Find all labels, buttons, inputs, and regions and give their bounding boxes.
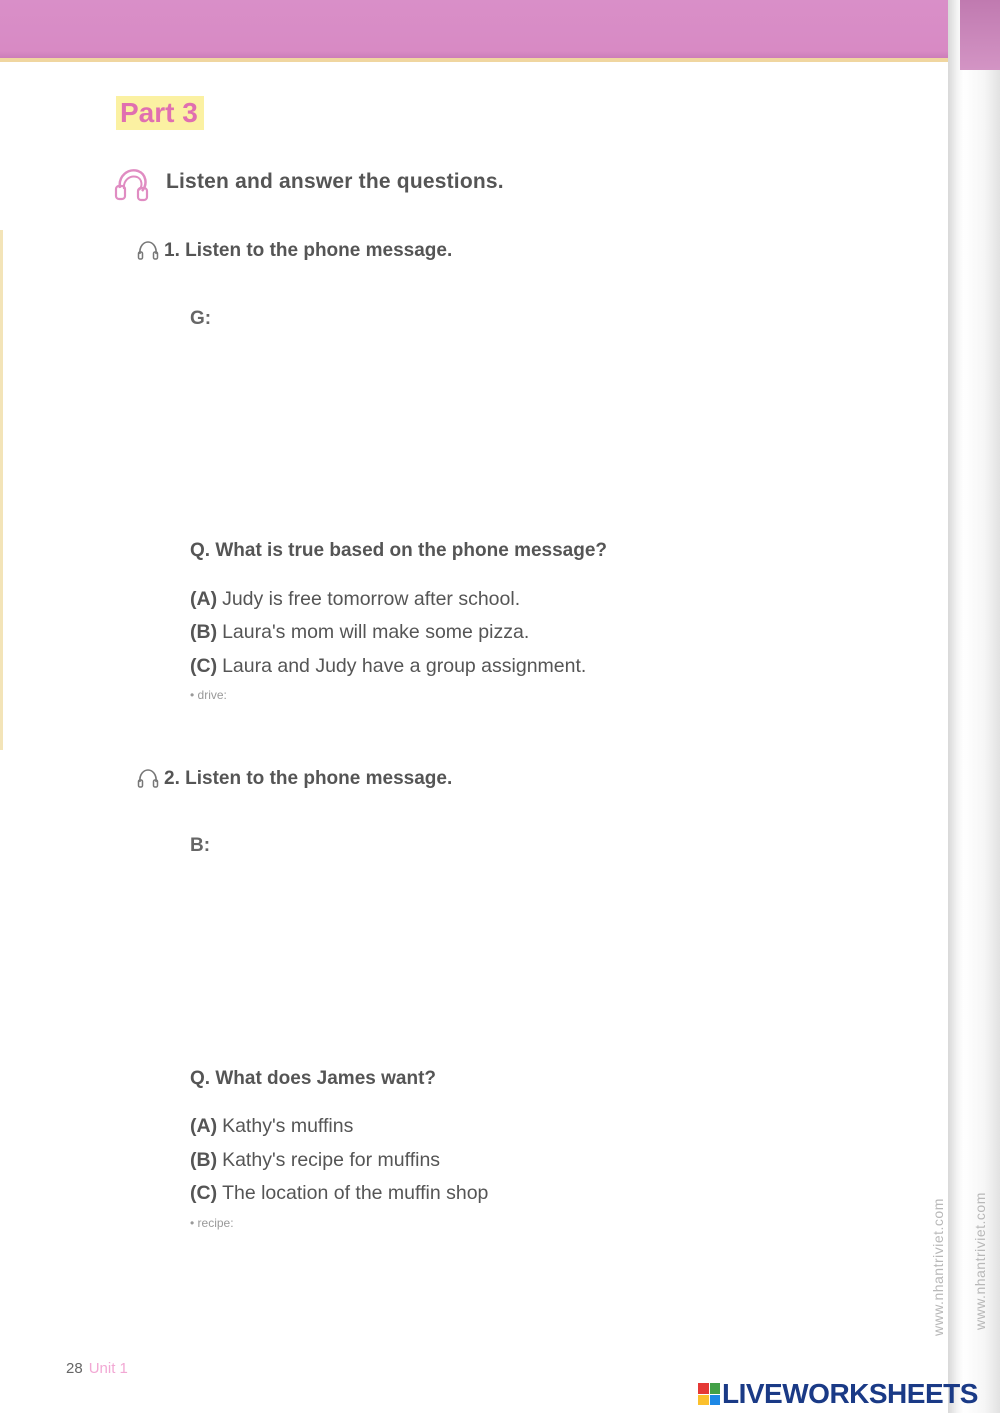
header-band-edge [0, 58, 960, 62]
option-letter: (B) [190, 621, 218, 643]
page-footer [66, 1360, 128, 1377]
instruction-text: Listen and answer the questions. [166, 170, 504, 193]
question-1-option-c[interactable] [190, 655, 586, 678]
option-text: Laura's mom will make some pizza. [222, 621, 530, 643]
listening-icon [112, 164, 152, 204]
question-1-option-b[interactable] [190, 621, 529, 644]
option-text: The location of the muffin shop [222, 1182, 489, 1204]
option-letter: (B) [190, 1149, 218, 1171]
option-text: Kathy's muffins [222, 1115, 354, 1137]
vocab-note-2: • recipe: [190, 1216, 234, 1230]
page-number: 28 [66, 1360, 83, 1377]
headphones-icon [136, 768, 160, 790]
watermark-text-2: www.nhantriviet.com [972, 1192, 988, 1330]
question-2-option-a[interactable] [190, 1115, 353, 1138]
question-1-heading-text: 1. Listen to the phone message. [164, 240, 453, 262]
liveworksheets-logo-icon [698, 1383, 720, 1405]
question-2-option-b[interactable] [190, 1149, 440, 1172]
unit-label: Unit 1 [88, 1360, 128, 1377]
page-left-edge [0, 230, 3, 750]
question-1-heading [136, 240, 452, 262]
speaker-label-2: B: [190, 835, 211, 856]
headphones-icon [136, 240, 160, 262]
option-letter: (A) [190, 588, 218, 610]
option-letter: (C) [190, 655, 218, 677]
liveworksheets-logo[interactable] [698, 1378, 978, 1410]
question-1-option-a[interactable] [190, 588, 520, 611]
option-letter: (A) [190, 1115, 218, 1137]
option-text: Judy is free tomorrow after school. [222, 588, 521, 610]
speaker-label-1: G: [190, 308, 212, 329]
question-2-heading [136, 768, 452, 790]
next-page-band [960, 0, 1000, 70]
question-2-heading-text: 2. Listen to the phone message. [164, 768, 453, 790]
question-2-option-c[interactable] [190, 1182, 488, 1205]
vocab-note-1: • drive: [190, 688, 227, 702]
option-text: Laura and Judy have a group assignment. [222, 655, 587, 677]
liveworksheets-logo-text: LIVEWORKSHEETS [722, 1378, 978, 1409]
watermark-text: www.nhantriviet.com [930, 1198, 946, 1336]
question-1-prompt: Q. What is true based on the phone message? [190, 540, 608, 561]
option-letter: (C) [190, 1182, 218, 1204]
header-band [0, 0, 960, 60]
question-2-prompt: Q. What does James want? [190, 1068, 436, 1089]
part-title: Part 3 [116, 96, 204, 130]
option-text: Kathy's recipe for muffins [222, 1149, 441, 1171]
